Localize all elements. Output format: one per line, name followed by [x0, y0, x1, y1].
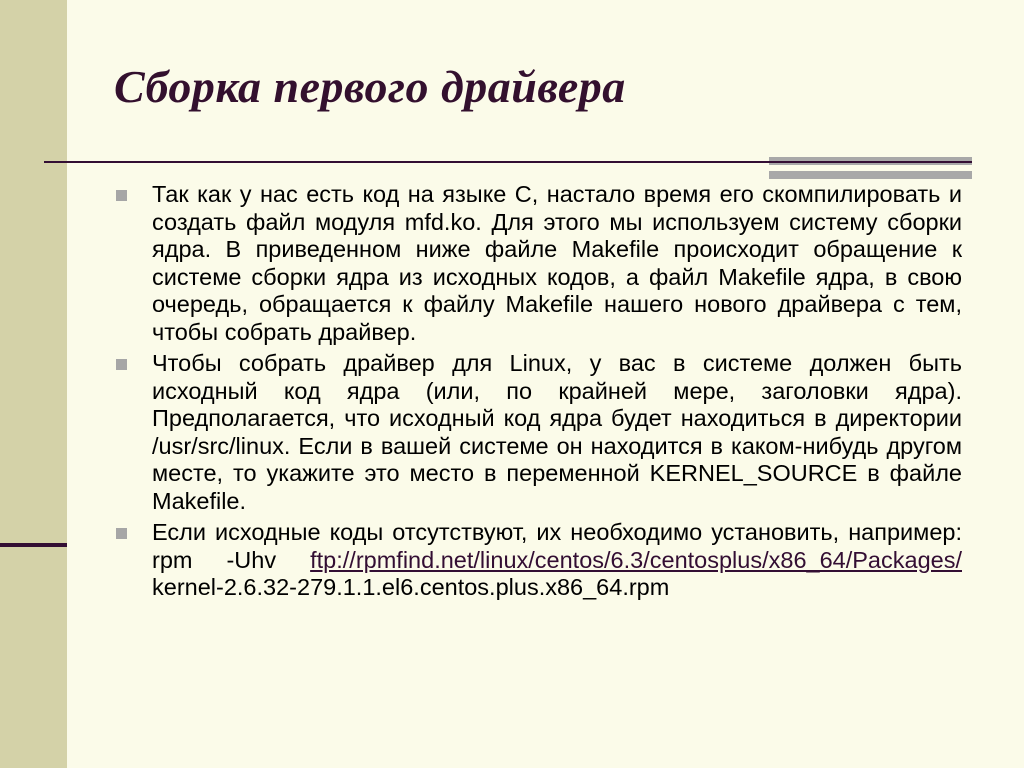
side-band	[0, 0, 67, 768]
slide-title: Сборка первого драйвера	[114, 61, 626, 112]
bullet-item	[114, 350, 962, 515]
bullet-item	[114, 519, 962, 602]
bullet-text: Чтобы собрать драйвер для Linux, у вас в системе должен быть исходный код ядра (или, по крайней мере, заголовки ядра). Предполагается, что исходный код ядра будет находиться в директории /usr/src/linux. Если в вашей системе он находится в каком-нибудь другом месте, то укажите это место в переменной KERNEL_SOURCE в файле Makefile.	[152, 350, 962, 514]
rpm-package-link[interactable]: ftp://rpmfind.net/linux/centos/6.3/centosplus/x86_64/Packages/	[310, 546, 962, 573]
bullet-item	[114, 181, 962, 346]
title-rule	[44, 161, 972, 163]
square-bullet-icon	[116, 190, 127, 201]
title-decor-bar-bottom	[769, 171, 972, 179]
side-accent-line	[0, 543, 67, 547]
square-bullet-icon	[116, 528, 127, 539]
bullet-text-after-link: kernel-2.6.32-279.1.1.el6.centos.plus.x86_64.rpm	[152, 574, 670, 600]
bullet-text-before-link: Если исходные коды отсутствуют, их необходимо установить, например: rpm -Uhv	[152, 519, 962, 573]
bullet-text: Так как у нас есть код на языке С, настало время его скомпилировать и создать файл модуля mfd.ko. Для этого мы используем систему сборки ядра. В приведенном ниже файле Makefile происходит обращение к системе сборки ядра из исходных кодов, а файл Makefile ядра, в свою очередь, обращается к файлу Makefile нашего нового драйвера с тем, чтобы собрать драйвер.	[152, 181, 962, 345]
square-bullet-icon	[116, 359, 127, 370]
slide-content	[114, 181, 962, 606]
